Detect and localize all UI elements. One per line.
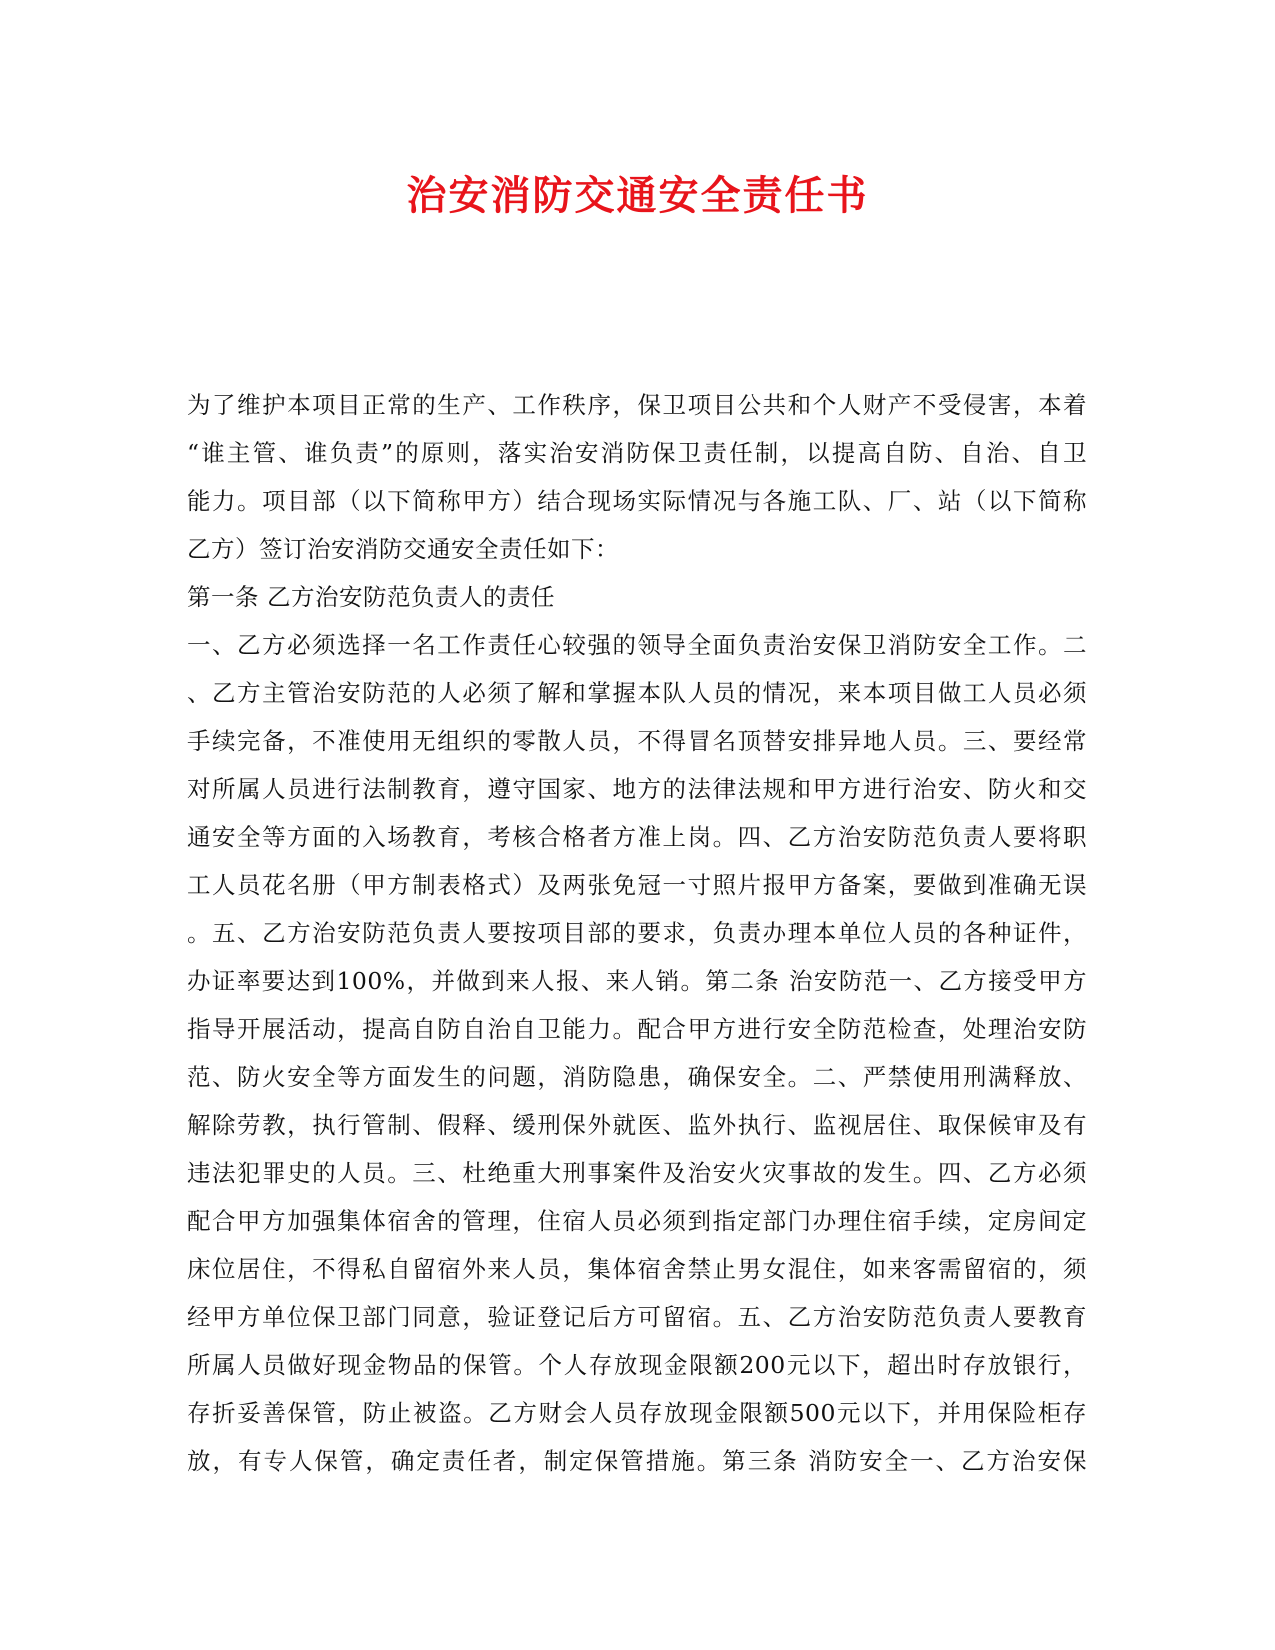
body-line: 乙方）签订治安消防交通安全责任如下： bbox=[187, 535, 619, 563]
body-line: 床位居住，不得私自留宿外来人员，集体宿舍禁止男女混住，如来客需留宿的，须 bbox=[187, 1255, 1087, 1283]
body-line: 范、防火安全等方面发生的问题，消防隐患，确保安全。二、严禁使用刑满释放、 bbox=[187, 1063, 1087, 1091]
body-line: 配合甲方加强集体宿舍的管理，住宿人员必须到指定部门办理住宿手续，定房间定 bbox=[187, 1207, 1087, 1235]
body-line: 通安全等方面的入场教育，考核合格者方准上岗。四、乙方治安防范负责人要将职 bbox=[187, 823, 1087, 851]
body-line: 一、乙方必须选择一名工作责任心较强的领导全面负责治安保卫消防安全工作。二 bbox=[187, 631, 1087, 659]
document-body bbox=[187, 381, 1087, 1485]
body-line: 办证率要达到100%，并做到来人报、来人销。第二条 治安防范一、乙方接受甲方 bbox=[187, 967, 1087, 995]
body-line: 对所属人员进行法制教育，遵守国家、地方的法律法规和甲方进行治安、防火和交 bbox=[187, 775, 1087, 803]
body-line: 第一条 乙方治安防范负责人的责任 bbox=[187, 583, 555, 611]
body-line: 为了维护本项目正常的生产、工作秩序，保卫项目公共和个人财产不受侵害，本着 bbox=[187, 391, 1087, 419]
body-line: 所属人员做好现金物品的保管。个人存放现金限额200元以下，超出时存放银行， bbox=[187, 1351, 1087, 1379]
body-line: 、乙方主管治安防范的人必须了解和掌握本队人员的情况，来本项目做工人员必须 bbox=[187, 679, 1087, 707]
body-line: 解除劳教，执行管制、假释、缓刑保外就医、监外执行、监视居住、取保候审及有 bbox=[187, 1111, 1087, 1139]
body-line: 工人员花名册（甲方制表格式）及两张免冠一寸照片报甲方备案，要做到准确无误 bbox=[187, 871, 1087, 899]
body-line: 能力。项目部（以下简称甲方）结合现场实际情况与各施工队、厂、站（以下简称 bbox=[187, 487, 1087, 515]
body-line: 放，有专人保管，确定责任者，制定保管措施。第三条 消防安全一、乙方治安保 bbox=[187, 1447, 1087, 1475]
body-line: 手续完备，不准使用无组织的零散人员，不得冒名顶替安排异地人员。三、要经常 bbox=[187, 727, 1087, 755]
body-line: 违法犯罪史的人员。三、杜绝重大刑事案件及治安火灾事故的发生。四、乙方必须 bbox=[187, 1159, 1087, 1187]
document-title: 治安消防交通安全责任书 bbox=[406, 172, 869, 219]
body-line: 。五、乙方治安防范负责人要按项目部的要求，负责办理本单位人员的各种证件， bbox=[187, 919, 1087, 947]
body-line: 存折妥善保管，防止被盗。乙方财会人员存放现金限额500元以下，并用保险柜存 bbox=[187, 1399, 1087, 1427]
body-line: 指导开展活动，提高自防自治自卫能力。配合甲方进行安全防范检查，处理治安防 bbox=[187, 1015, 1087, 1043]
body-line: “谁主管、谁负责”的原则，落实治安消防保卫责任制，以提高自防、自治、自卫 bbox=[187, 439, 1087, 467]
body-line: 经甲方单位保卫部门同意，验证登记后方可留宿。五、乙方治安防范负责人要教育 bbox=[187, 1303, 1087, 1331]
